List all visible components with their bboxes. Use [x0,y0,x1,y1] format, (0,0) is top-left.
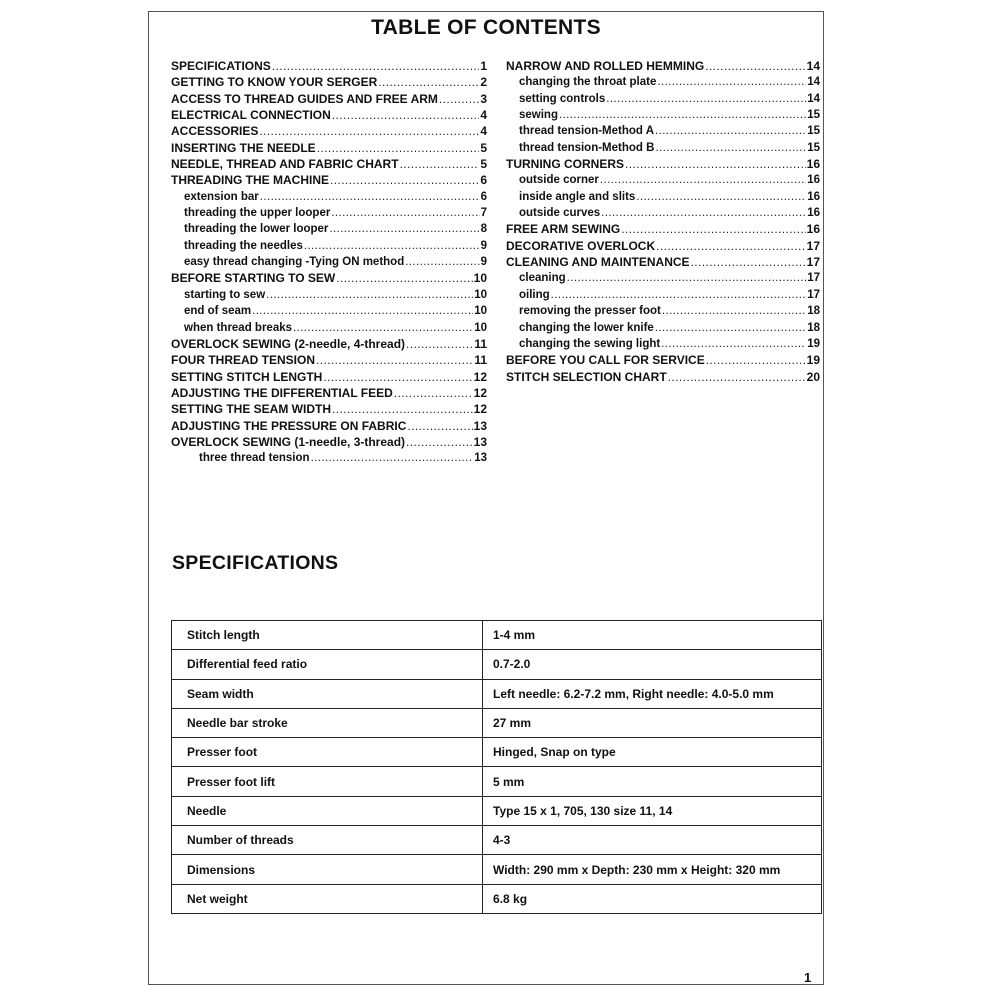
toc-leader-dots [406,434,473,450]
toc-entry [506,270,820,286]
toc-entry-label: INSERTING THE NEEDLE [171,140,316,155]
spec-key: Seam width [172,679,483,708]
toc-entry-page: 10 [474,288,487,301]
toc-entry [171,450,487,466]
toc-leader-dots [331,205,479,221]
toc-entry-page: 16 [806,222,820,237]
toc-leader-dots [661,336,806,352]
toc-leader-dots [260,189,480,205]
toc-leader-dots [336,270,472,286]
toc-leader-dots [706,352,806,368]
toc-entry-label: BEFORE YOU CALL FOR SERVICE [506,353,705,368]
toc-entry [171,91,487,107]
toc-leader-dots [559,107,806,123]
toc-entry-page: 13 [473,418,487,433]
spec-key: Number of threads [172,826,483,855]
toc-leader-dots [625,156,806,172]
spec-value: 27 mm [483,708,822,737]
toc-entry-label: oiling [519,288,550,301]
toc-entry-label: OVERLOCK SEWING (1-needle, 3-thread) [171,434,406,449]
toc-entry [171,336,487,352]
toc-entry [506,303,820,319]
toc-leader-dots [600,172,806,188]
toc-entry [171,254,487,270]
toc-entry [171,221,487,237]
toc-leader-dots [551,287,807,303]
toc-entry [506,221,820,237]
specifications-table [171,620,822,914]
toc-entry [171,320,487,336]
spec-row [172,796,822,825]
toc-leader-dots [655,140,806,156]
toc-leader-dots [567,270,807,286]
toc-entry-label: THREADING THE MACHINE [171,173,329,188]
toc-entry-page: 1 [480,59,487,73]
toc-leader-dots [439,91,479,107]
toc-entry-page: 16 [807,174,820,187]
toc-entry-label: cleaning [519,272,566,285]
toc-right-column [506,58,820,385]
toc-entry-label: BEFORE STARTING TO SEW [171,271,336,286]
toc-leader-dots [323,369,472,385]
toc-entry [171,238,487,254]
toc-leader-dots [657,74,806,90]
toc-leader-dots [705,58,805,74]
toc-entry-page: 18 [807,305,820,318]
toc-leader-dots [272,58,480,74]
spec-key: Net weight [172,884,483,913]
toc-entry-label: setting controls [519,92,606,105]
toc-entry-page: 8 [480,223,487,236]
toc-entry-label: outside curves [519,207,601,220]
toc-entry [171,107,487,123]
toc-entry [171,156,487,172]
toc-entry-page: 13 [474,452,487,465]
toc-entry-label: FOUR THREAD TENSION [171,353,315,368]
toc-entry-label: TURNING CORNERS [506,157,625,172]
toc-entry-label: changing the throat plate [519,76,657,89]
toc-entry-label: when thread breaks [184,321,293,334]
toc-leader-dots [691,254,806,270]
toc-entry-label: easy thread changing -Tying ON method [184,256,405,269]
toc-entry-label: changing the sewing light [519,337,661,350]
spec-row [172,767,822,796]
spec-value: 4-3 [483,826,822,855]
toc-entry [171,385,487,401]
toc-entry [171,140,487,156]
toc-entry [506,287,820,303]
toc-leader-dots [316,352,473,368]
toc-leader-dots [655,123,806,139]
spec-row [172,826,822,855]
toc-entry [171,401,487,417]
toc-entry [171,189,487,205]
toc-entry-page: 10 [474,305,487,318]
toc-leader-dots [405,254,479,270]
toc-leader-dots [293,320,473,336]
spec-row [172,708,822,737]
toc-entry-label: STITCH SELECTION CHART [506,369,667,384]
toc-entry-page: 12 [473,369,487,384]
toc-entry-label: removing the presser foot [519,305,661,318]
toc-entry-label: threading the upper looper [184,207,331,220]
toc-entry-label: ACCESSORIES [171,124,259,139]
toc-leader-dots [259,123,479,139]
toc-leader-dots [252,303,473,319]
toc-leader-dots [656,238,806,254]
toc-entry [171,172,487,188]
spec-key: Differential feed ratio [172,650,483,679]
spec-key: Needle bar stroke [172,708,483,737]
toc-entry [171,205,487,221]
manual-page [148,11,824,985]
toc-entry-label: threading the lower looper [184,223,329,236]
toc-leader-dots [621,221,805,237]
toc-leader-dots [668,369,806,385]
toc-entry-page: 4 [480,108,487,123]
toc-entry [506,320,820,336]
toc-entry-page: 14 [807,92,820,105]
toc-entry-page: 19 [806,353,820,368]
toc-entry-page: 3 [480,91,487,106]
toc-entry [171,352,487,368]
spec-value: 6.8 kg [483,884,822,913]
toc-entry-label: FREE ARM SEWING [506,222,621,237]
spec-row [172,884,822,913]
toc-entry-label: changing the lower knife [519,321,654,334]
toc-leader-dots [332,107,480,123]
toc-entry-page: 2 [480,75,487,90]
toc-leader-dots [378,74,479,90]
toc-entry-page: 18 [807,321,820,334]
spec-row [172,738,822,767]
toc-entry-page: 11 [474,353,487,368]
toc-entry [506,205,820,221]
toc-entry-page: 14 [807,76,820,89]
spec-value: Hinged, Snap on type [483,738,822,767]
toc-entry-label: NARROW AND ROLLED HEMMING [506,59,705,73]
toc-entry-page: 12 [473,385,487,400]
toc-entry-label: GETTING TO KNOW YOUR SERGER [171,75,378,90]
spec-key: Needle [172,796,483,825]
toc-entry [171,369,487,385]
toc-entry-label: ADJUSTING THE PRESSURE ON FABRIC [171,418,407,433]
toc-leader-dots [400,156,480,172]
specifications-heading: SPECIFICATIONS [172,552,339,574]
spec-key: Dimensions [172,855,483,884]
toc-leader-dots [266,287,473,303]
toc-entry-page: 5 [480,140,487,155]
toc-entry [171,287,487,303]
toc-entry [506,91,820,107]
toc-entry-page: 12 [473,402,487,417]
spec-value: Type 15 x 1, 705, 130 size 11, 14 [483,796,822,825]
toc-entry-label: ADJUSTING THE DIFFERENTIAL FEED [171,385,393,400]
toc-title: TABLE OF CONTENTS [371,16,601,39]
toc-entry [506,172,820,188]
toc-entry-page: 15 [807,125,820,138]
toc-entry-label: starting to sew [184,288,266,301]
toc-entry [506,369,820,385]
toc-leader-dots [407,418,472,434]
spec-row [172,679,822,708]
toc-entry-label: DECORATIVE OVERLOCK [506,238,656,253]
toc-entry-label: NEEDLE, THREAD AND FABRIC CHART [171,157,399,172]
spec-value: Width: 290 mm x Depth: 230 mm x Height: 320 mm [483,855,822,884]
spec-row [172,621,822,650]
toc-entry [506,156,820,172]
toc-entry-page: 9 [480,239,487,252]
toc-entry-label: three thread tension [199,452,310,465]
toc-leader-dots [601,205,806,221]
toc-leader-dots [655,320,806,336]
toc-entry-label: thread tension-Method B [519,141,655,154]
toc-leader-dots [329,221,479,237]
toc-entry-page: 15 [807,141,820,154]
toc-entry [506,107,820,123]
toc-entry [171,270,487,286]
toc-entry-page: 6 [480,190,487,203]
toc-entry [506,352,820,368]
toc-leader-dots [311,450,474,466]
toc-entry-label: SPECIFICATIONS [171,59,271,73]
toc-entry-page: 11 [474,336,487,351]
toc-entry-page: 15 [807,109,820,122]
toc-entry [506,238,820,254]
toc-entry [506,254,820,270]
toc-entry-page: 10 [473,271,487,286]
toc-entry-label: ACCESS TO THREAD GUIDES AND FREE ARM [171,91,438,106]
toc-entry-page: 5 [480,157,487,172]
toc-entry-page: 9 [480,256,487,269]
toc-leader-dots [636,189,806,205]
toc-leader-dots [317,140,480,156]
toc-entry-page: 19 [807,337,820,350]
toc-entry-label: end of seam [184,305,252,318]
toc-entry-page: 20 [806,369,820,384]
toc-entry [171,434,487,450]
toc-entry-page: 4 [480,124,487,139]
toc-entry-page: 16 [807,207,820,220]
toc-entry [506,58,820,74]
toc-entry [171,303,487,319]
toc-entry-page: 16 [806,157,820,172]
toc-entry [506,74,820,90]
spec-value: Left needle: 6.2-7.2 mm, Right needle: 4.0-5.0 mm [483,679,822,708]
toc-entry-page: 17 [807,288,820,301]
toc-left-column [171,58,487,467]
toc-entry-label: OVERLOCK SEWING (2-needle, 4-thread) [171,336,406,351]
toc-entry-label: extension bar [184,190,259,203]
spec-key: Presser foot lift [172,767,483,796]
toc-entry [506,336,820,352]
toc-entry [171,74,487,90]
toc-entry-page: 17 [806,238,820,253]
toc-entry-page: 13 [473,434,487,449]
toc-entry-label: thread tension-Method A [519,125,655,138]
toc-entry-label: sewing [519,109,558,122]
toc-entry-page: 10 [474,321,487,334]
toc-entry-label: ELECTRICAL CONNECTION [171,108,331,123]
toc-leader-dots [394,385,473,401]
toc-entry-label: SETTING STITCH LENGTH [171,369,323,384]
toc-entry-page: 16 [807,190,820,203]
toc-entry [171,58,487,74]
toc-entry-page: 6 [480,173,487,188]
spec-value: 5 mm [483,767,822,796]
toc-leader-dots [606,91,806,107]
toc-entry-page: 17 [806,255,820,270]
spec-key: Stitch length [172,621,483,650]
toc-entry-page: 14 [806,59,820,73]
toc-entry-label: outside corner [519,174,599,187]
toc-entry [506,123,820,139]
toc-entry-label: CLEANING AND MAINTENANCE [506,255,690,270]
toc-entry [171,418,487,434]
toc-entry [506,189,820,205]
spec-value: 0.7-2.0 [483,650,822,679]
spec-row [172,650,822,679]
toc-entry [171,123,487,139]
toc-leader-dots [406,336,473,352]
toc-entry [506,140,820,156]
toc-entry-label: threading the needles [184,239,303,252]
toc-leader-dots [662,303,806,319]
spec-value: 1-4 mm [483,621,822,650]
page-number: 1 [804,970,812,985]
toc-leader-dots [332,401,473,417]
toc-entry-label: SETTING THE SEAM WIDTH [171,402,331,417]
spec-row [172,855,822,884]
toc-leader-dots [304,238,480,254]
toc-leader-dots [330,172,479,188]
toc-entry-label: inside angle and slits [519,190,636,203]
toc-entry-page: 7 [480,207,487,220]
spec-key: Presser foot [172,738,483,767]
toc-entry-page: 17 [807,272,820,285]
